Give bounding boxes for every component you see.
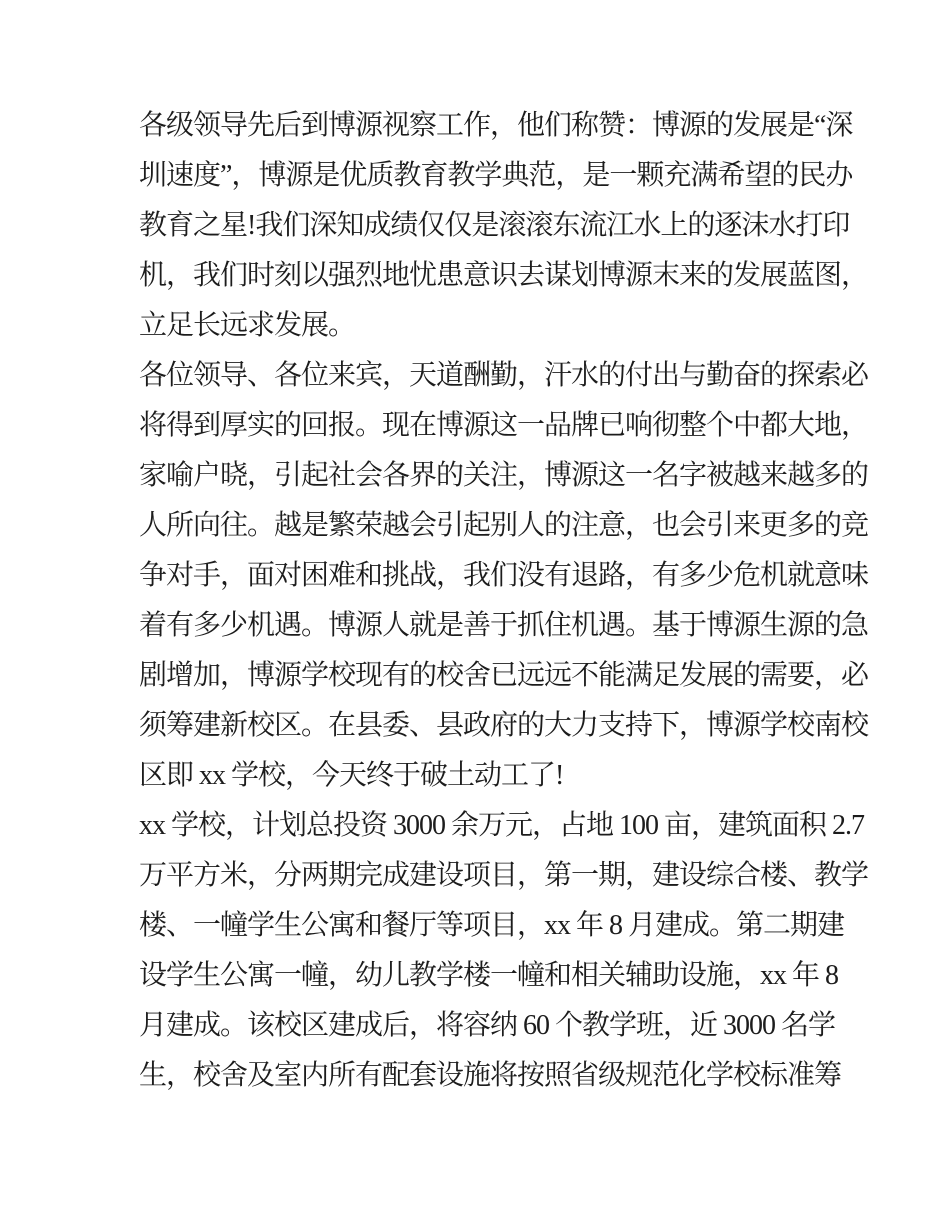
text-line: 教育之星!我们深知成绩仅仅是滚滚东流江水上的逐沫水打印 [139, 210, 850, 241]
paragraph [139, 801, 869, 1101]
text-line: 着有多少机遇。博源人就是善于抓住机遇。基于博源生源的急 [139, 610, 869, 641]
text-line: 月建成。该校区建成后，将容纳 60 个教学班，近 3000 名学 [139, 1010, 836, 1041]
text-line: 机，我们时刻以强烈地忧患意识去谋划博源末来的发展蓝图， [139, 260, 869, 291]
text-line: 家喻户晓，引起社会各界的关注，博源这一名字被越来越多的 [139, 460, 869, 491]
text-line: 圳速度”，博源是优质教育教学典范，是一颗充满希望的民办 [139, 160, 853, 191]
text-line: 剧增加，博源学校现有的校舍已远远不能满足发展的需要，必 [139, 660, 869, 691]
text-line: 万平方米，分两期完成建设项目，第一期，建设综合楼、教学 [139, 860, 869, 891]
text-line: 各位领导、各位来宾，天道酬勤，汗水的付出与勤奋的探索必 [139, 360, 869, 391]
paragraph [139, 101, 869, 351]
text-line: 须筹建新校区。在县委、县政府的大力支持下，博源学校南校 [139, 710, 869, 741]
text-line: 人所向往。越是繁荣越会引起别人的注意，也会引来更多的竞 [139, 510, 869, 541]
text-line: 将得到厚实的回报。现在博源这一品牌已响彻整个中都大地， [139, 410, 869, 441]
text-line: 各级领导先后到博源视察工作，他们称赞：博源的发展是“深 [139, 110, 853, 141]
document-body [139, 101, 869, 1101]
text-line: 生，校舍及室内所有配套设施将按照省级规范化学校标准筹 [139, 1060, 842, 1091]
text-line: 区即 xx 学校，今天终于破土动工了! [139, 760, 564, 791]
text-line: 楼、一幢学生公寓和餐厅等项目，xx 年 8 月建成。第二期建 [139, 910, 845, 941]
text-line: 争对手，面对困难和挑战，我们没有退路，有多少危机就意味 [139, 560, 869, 591]
text-line: 立足长远求发展。 [139, 310, 356, 341]
text-line: xx 学校，计划总投资 3000 余万元，占地 100 亩，建筑面积 2.7 [139, 810, 865, 841]
text-line: 设学生公寓一幢，幼儿教学楼一幢和相关辅助设施，xx 年 8 [139, 960, 839, 991]
paragraph [139, 351, 869, 801]
